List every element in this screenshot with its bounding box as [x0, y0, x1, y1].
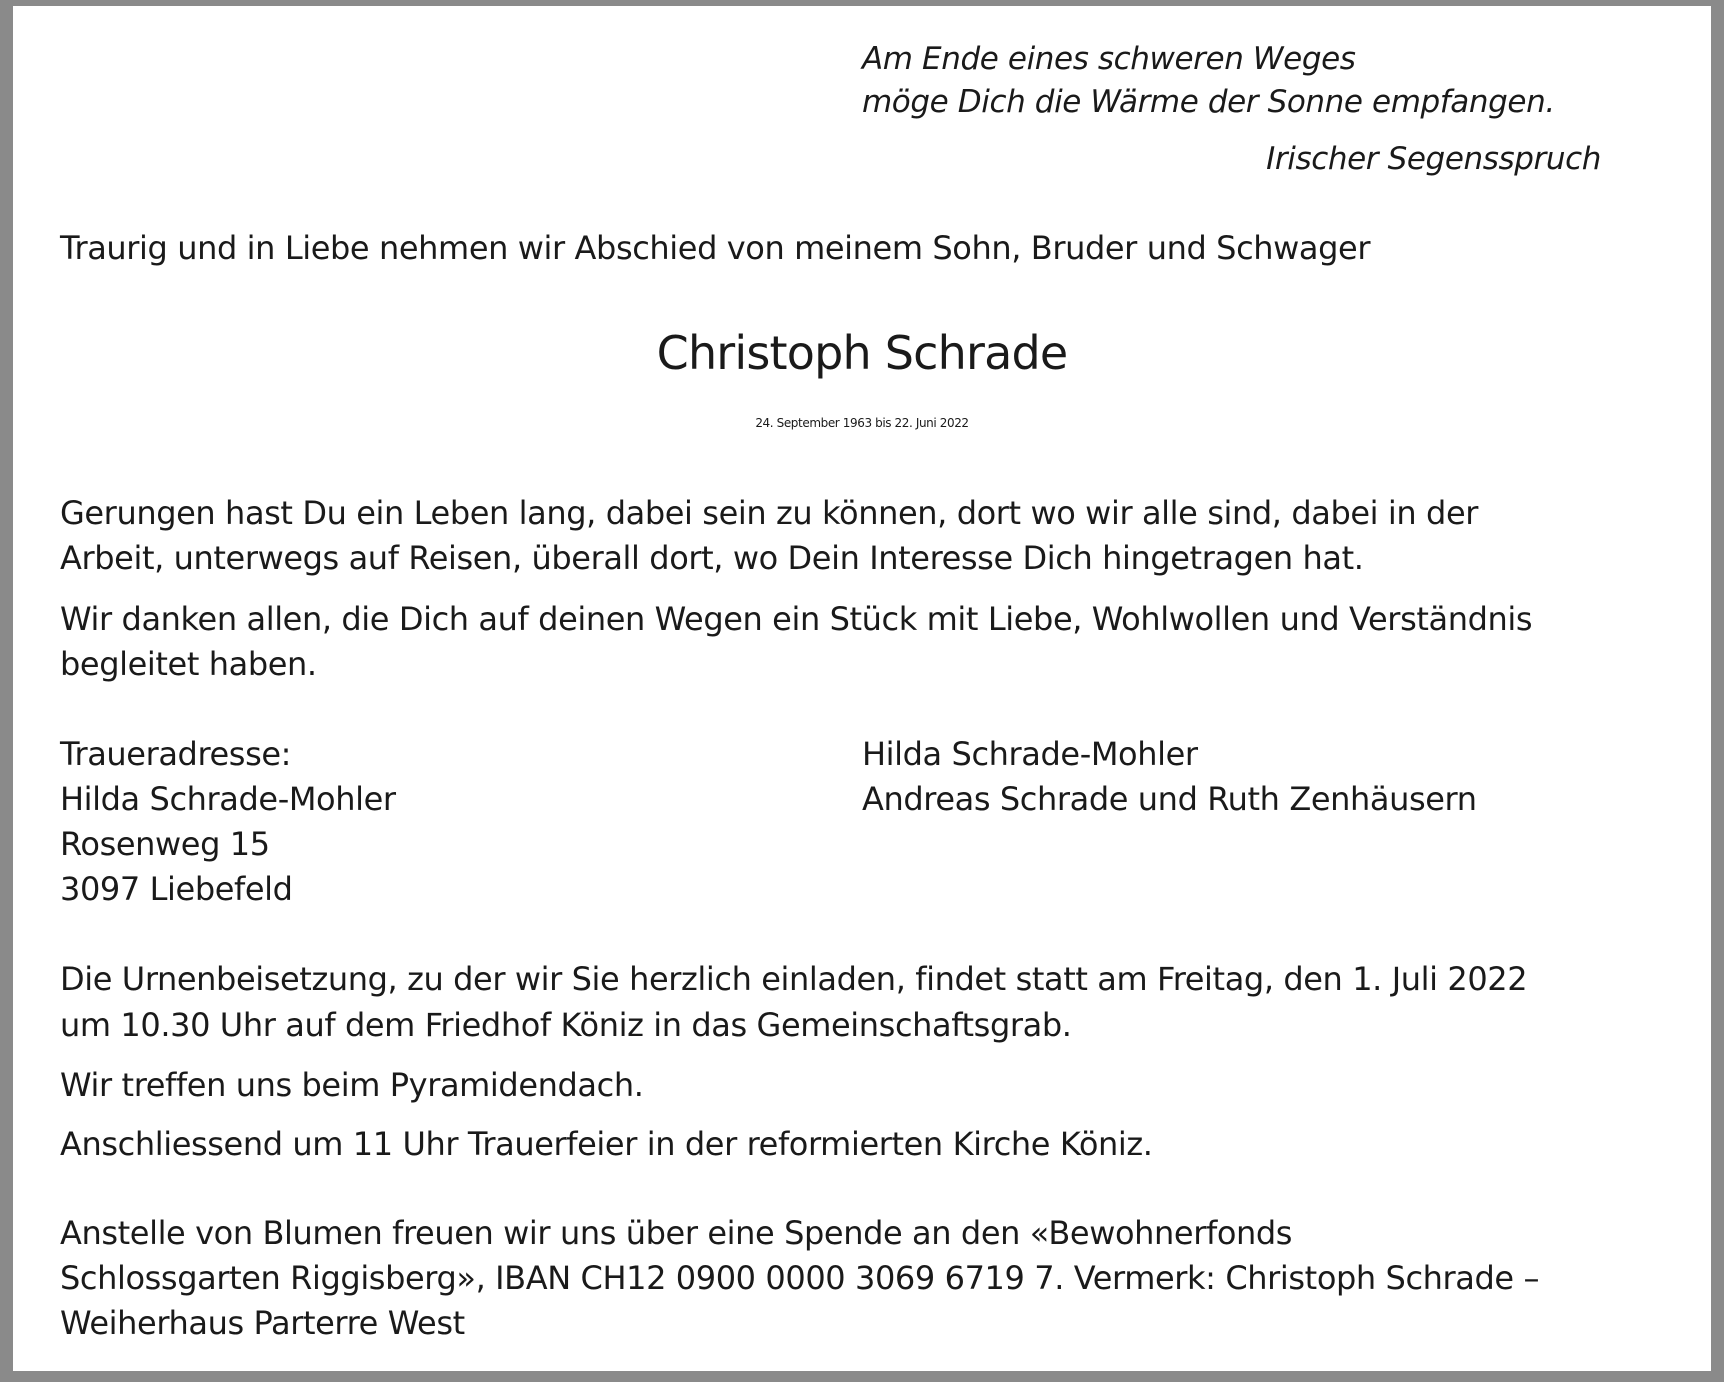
- tribute-p1-line-1: Gerungen hast Du ein Leben lang, dabei sein zu können, dort wo wir alle sind, dabei in der: [60, 494, 1479, 532]
- donation-line-1: Anstelle von Blumen freuen wir uns über eine Spende an den «Bewohnerfonds: [60, 1214, 1293, 1252]
- address-name: Hilda Schrade-Mohler: [60, 780, 396, 818]
- motto-line-2: möge Dich die Wärme der Sonne empfangen.: [862, 84, 1555, 120]
- address-city: 3097 Liebefeld: [60, 870, 293, 908]
- motto-line-1: Am Ende eines schweren Weges: [862, 41, 1356, 77]
- tribute-p2-line-2: begleitet haben.: [60, 645, 317, 683]
- mourner-2: Andreas Schrade und Ruth Zenhäusern: [862, 780, 1477, 818]
- address-street: Rosenweg 15: [60, 825, 270, 863]
- ceremony-service: Anschliessend um 11 Uhr Trauerfeier in der reformierten Kirche Köniz.: [60, 1125, 1153, 1163]
- tribute-p1-line-2: Arbeit, unterwegs auf Reisen, überall dort, wo Dein Interesse Dich hingetragen hat.: [60, 539, 1364, 577]
- ceremony-line-1: Die Urnenbeisetzung, zu der wir Sie herzlich einladen, findet statt am Freitag, den 1. Juli 2022: [60, 960, 1528, 998]
- ceremony-meeting: Wir treffen uns beim Pyramidendach.: [60, 1066, 644, 1104]
- tribute-p2-line-1: Wir danken allen, die Dich auf deinen Wegen ein Stück mit Liebe, Wohlwollen und Verständnis: [60, 600, 1533, 638]
- donation-line-3: Weiherhaus Parterre West: [60, 1304, 465, 1342]
- ceremony-line-2: um 10.30 Uhr auf dem Friedhof Köniz in das Gemeinschaftsgrab.: [60, 1006, 1072, 1044]
- motto-source: Irischer Segensspruch: [1266, 141, 1601, 177]
- deceased-name: Christoph Schrade: [656, 326, 1068, 380]
- mourner-1: Hilda Schrade-Mohler: [862, 735, 1198, 773]
- address-label: Traueradresse:: [60, 735, 292, 773]
- life-dates: 24. September 1963 bis 22. Juni 2022: [755, 416, 969, 430]
- intro-text: Traurig und in Liebe nehmen wir Abschied von meinem Sohn, Bruder und Schwager: [60, 229, 1371, 267]
- donation-line-2: Schlossgarten Riggisberg», IBAN CH12 0900 0000 3069 6719 7. Vermerk: Christoph Schrade –: [60, 1259, 1540, 1297]
